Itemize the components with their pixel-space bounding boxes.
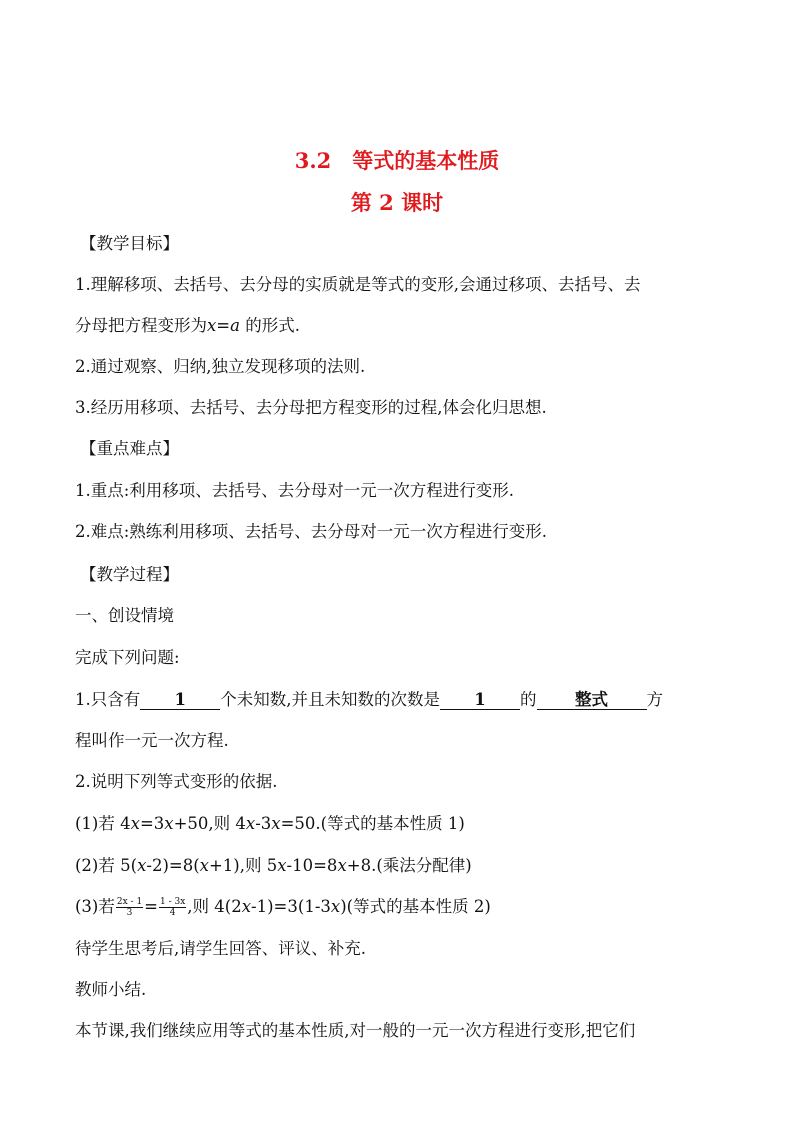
fraction-denominator: 3 xyxy=(126,908,133,918)
fill-blank-1: 1 xyxy=(140,691,220,710)
equation-text: -1)=3(1-3 xyxy=(251,897,331,916)
fraction-numerator: 1 - 3x xyxy=(160,897,186,907)
fraction-2 xyxy=(159,897,186,918)
fill-blank-2: 1 xyxy=(440,691,520,710)
question-text: 的 xyxy=(520,690,537,709)
question-1-line-1 xyxy=(75,689,725,711)
math-variable: x xyxy=(199,856,209,875)
fraction-denominator: 4 xyxy=(169,908,176,918)
page-title: 3.2 等式的基本性质 xyxy=(294,148,500,173)
equation-text: +1),则 5 xyxy=(208,856,278,875)
fraction-numerator: 2x - 1 xyxy=(116,897,143,907)
equals-sign: = xyxy=(144,897,158,916)
key-point-item-2: 2.难点:熟练利用移项、去括号、去分母对一元一次方程进行变形. xyxy=(75,522,548,541)
question-text: 方 xyxy=(646,690,663,709)
math-variable: x xyxy=(245,814,256,833)
equation-text: ,则 4(2 xyxy=(187,897,242,916)
question-2-intro: 2.说明下列等式变形的依据. xyxy=(75,772,278,791)
summary-paragraph: 本节课,我们继续应用等式的基本性质,对一般的一元一次方程进行变形,把它们 xyxy=(75,1021,636,1040)
question-1-line-2: 程叫作一元一次方程. xyxy=(75,731,229,750)
equation-text: (2)若 5( xyxy=(75,856,138,875)
process-prompt: 完成下列问题: xyxy=(75,648,180,667)
math-variable: x xyxy=(330,897,341,916)
teacher-summary-label: 教师小结. xyxy=(75,980,147,999)
equation-text: (1)若 4 xyxy=(75,814,131,833)
question-2-item-3 xyxy=(75,896,725,918)
question-text: 1.只含有 xyxy=(75,690,141,709)
math-variable: x xyxy=(337,856,347,875)
key-point-item-1: 1.重点:利用移项、去括号、去分母对一元一次方程进行变形. xyxy=(75,481,515,500)
section-process-heading: 【教学过程】 xyxy=(80,565,179,584)
section-objectives-heading: 【教学目标】 xyxy=(80,234,179,253)
objective-item-2: 2.通过观察、归纳,独立发现移项的法则. xyxy=(75,357,366,376)
math-variable: x xyxy=(137,856,147,875)
process-step-1: 一、创设情境 xyxy=(75,606,174,625)
equation-text: -2)=8( xyxy=(146,856,200,875)
question-2-item-2 xyxy=(75,855,725,877)
math-variable: x xyxy=(277,856,287,875)
question-text: 个未知数,并且未知数的次数是 xyxy=(220,690,440,709)
objective-text: 分母把方程变形为 xyxy=(75,316,207,335)
equation-text: )(等式的基本性质 2) xyxy=(340,897,491,916)
math-expression: x=a xyxy=(207,316,240,335)
equation-text: -10=8 xyxy=(286,856,338,875)
math-variable: x xyxy=(271,814,281,833)
fraction-1 xyxy=(116,897,143,918)
math-variable: x xyxy=(130,814,140,833)
equation-text: =3 xyxy=(139,814,165,833)
discussion-instruction: 待学生思考后,请学生回答、评议、补充. xyxy=(75,939,366,958)
objective-item-1-line-1: 1.理解移项、去括号、去分母的实质就是等式的变形,会通过移项、去括号、去 xyxy=(75,275,641,294)
math-variable: x xyxy=(164,814,174,833)
equation-text: +8.(乘法分配律) xyxy=(346,856,472,875)
objective-item-1-line-2 xyxy=(75,315,725,337)
equation-text: =50.(等式的基本性质 1) xyxy=(280,814,465,833)
equation-text: +50,则 4 xyxy=(173,814,246,833)
page-subtitle: 第 2 课时 xyxy=(350,190,444,215)
math-variable: x xyxy=(241,897,252,916)
objective-item-3: 3.经历用移项、去括号、去分母把方程变形的过程,体会化归思想. xyxy=(75,398,547,417)
section-key-points-heading: 【重点难点】 xyxy=(80,439,179,458)
equation-text: -3 xyxy=(255,814,272,833)
question-2-item-1 xyxy=(75,813,725,835)
fill-blank-3: 整式 xyxy=(537,691,647,710)
objective-text: 的形式. xyxy=(239,316,300,335)
equation-text: (3)若 xyxy=(75,897,115,916)
